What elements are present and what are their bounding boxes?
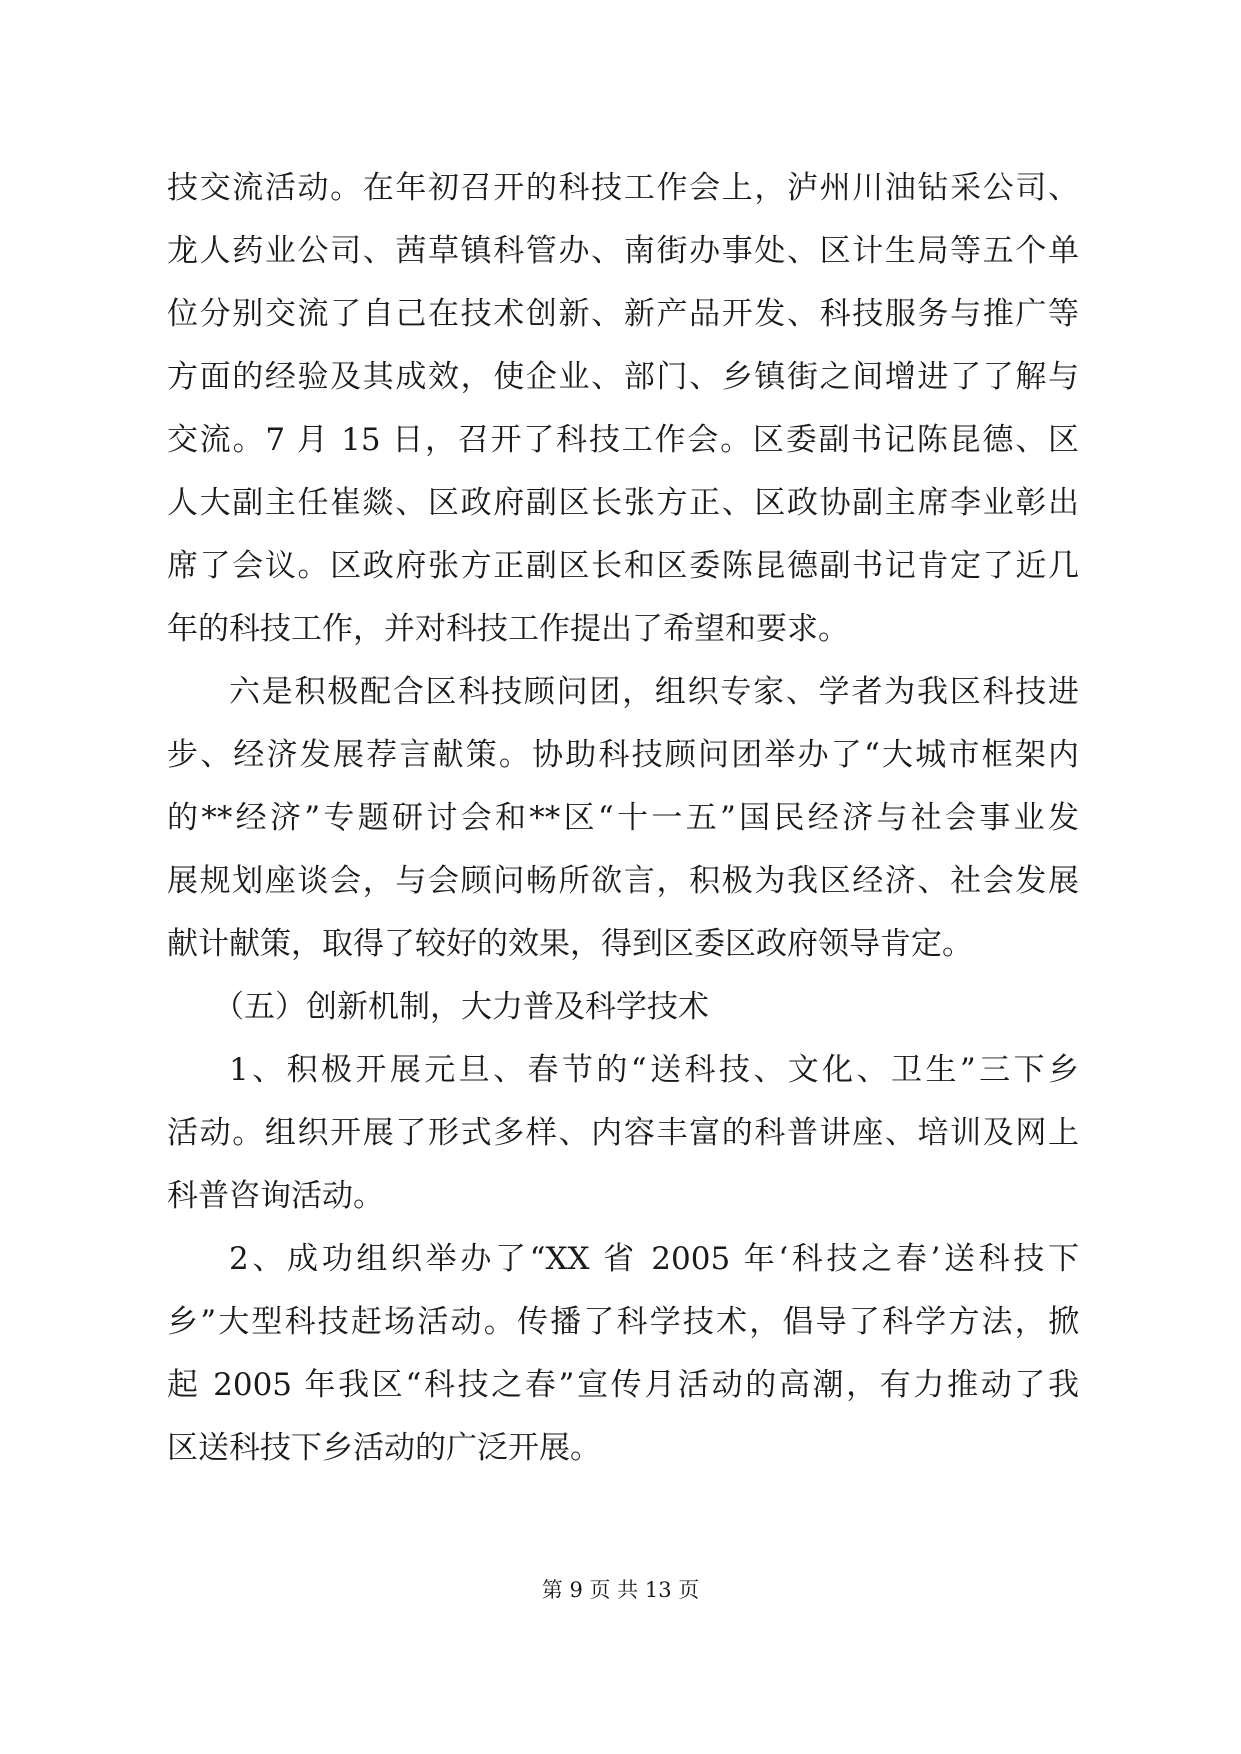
text-line: 乡”大型科技赶场活动。传播了科学技术，倡导了科学方法，掀 (167, 1304, 1079, 1340)
text-line: 的**经济”专题研讨会和**区“十一五”国民经济与社会事业发 (167, 800, 1079, 836)
text-line: 交流。7 月 15 日，召开了科技工作会。区委副书记陈昆德、区 (167, 422, 1079, 458)
text-line: 席了会议。区政府张方正副区长和区委陈昆德副书记肯定了近几 (167, 548, 1079, 584)
text-line: 人大副主任崔燚、区政府副区长张方正、区政协副主席李业彰出 (167, 485, 1079, 521)
text-line: 活动。组织开展了形式多样、内容丰富的科普讲座、培训及网上 (167, 1115, 1079, 1151)
text-line: 步、经济发展荐言献策。协助科技顾问团举办了“大城市框架内 (167, 737, 1079, 773)
text-line: 年的科技工作，并对科技工作提出了希望和要求。 (167, 611, 849, 647)
text-line: 起 2005 年我区“科技之春”宣传月活动的高潮，有力推动了我 (167, 1367, 1079, 1403)
page-number-footer: 第 9 页 共 13 页 (541, 1578, 700, 1602)
paragraph-first-line: 2、成功组织举办了“XX 省 2005 年‘科技之春’送科技下 (229, 1241, 1079, 1277)
text-line: 科普咨询活动。 (167, 1178, 384, 1214)
text-line: 展规划座谈会，与会顾问畅所欲言，积极为我区经济、社会发展 (167, 863, 1079, 899)
text-line: 技交流活动。在年初召开的科技工作会上，泸州川油钻采公司、 (167, 170, 1079, 206)
text-line: 位分别交流了自己在技术创新、新产品开发、科技服务与推广等 (167, 296, 1079, 332)
text-line: 龙人药业公司、茜草镇科管办、南街办事处、区计生局等五个单 (167, 233, 1079, 269)
text-line: 献计献策，取得了较好的效果，得到区委区政府领导肯定。 (167, 926, 973, 962)
text-line: 方面的经验及其成效，使企业、部门、乡镇街之间增进了了解与 (167, 359, 1079, 395)
text-line: 区送科技下乡活动的广泛开展。 (167, 1430, 601, 1466)
section-heading: （五）创新机制，大力普及科学技术 (213, 989, 709, 1025)
paragraph-first-line: 六是积极配合区科技顾问团，组织专家、学者为我区科技进 (229, 674, 1079, 710)
paragraph-first-line: 1、积极开展元旦、春节的“送科技、文化、卫生”三下乡 (229, 1052, 1079, 1088)
